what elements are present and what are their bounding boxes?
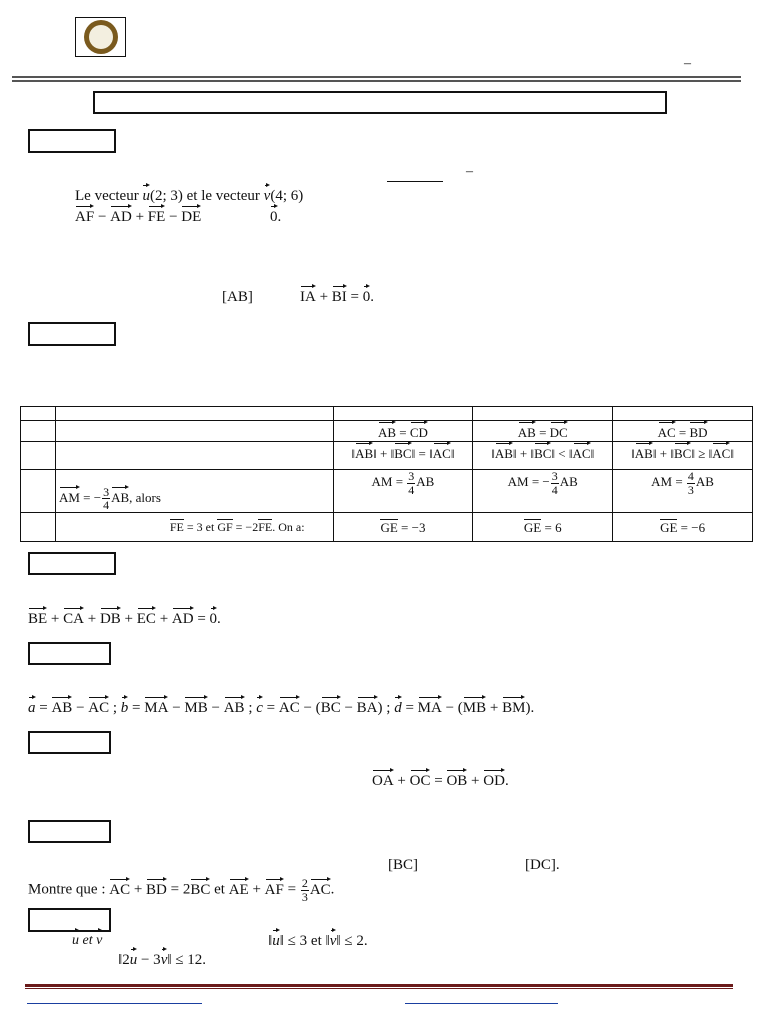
- answer-c[interactable]: ‖AB‖ + ‖BC‖ ≥ ‖AC‖: [613, 442, 753, 470]
- question-cell: [55, 407, 333, 421]
- ex7-condition: ‖u‖ ≤ 3 et ‖v‖ ≤ 2.: [268, 929, 368, 950]
- answer-b[interactable]: [473, 407, 613, 421]
- underline: [387, 181, 443, 182]
- answer-b[interactable]: AM = − $\frac{3}{4}$ AB: [473, 470, 613, 513]
- answer-b[interactable]: ‖AB‖ + ‖BC‖ < ‖AC‖: [473, 442, 613, 470]
- question-cell: AM = − $\frac{3}{4}$ AB, alors: [55, 470, 333, 513]
- ex6-statement: Montre que : AC + BD = 2BC et AE + AF = $\frac{2}{3}$ AC.: [28, 876, 335, 904]
- question-cell: FE = 3 et GF = −2FE. On a:: [55, 513, 333, 542]
- qcm-table: [20, 406, 753, 542]
- footer-link-left[interactable]: [27, 1003, 202, 1004]
- answer-c[interactable]: AC = BD: [613, 421, 753, 442]
- ex1-line2: AF − AD + FE − DE: [75, 205, 201, 226]
- table-row: [21, 513, 753, 542]
- answer-a[interactable]: ‖AB‖ + ‖BC‖ = ‖AC‖: [333, 442, 473, 470]
- ex6-segment-bc: [BC]: [388, 857, 418, 873]
- footer-divider-2: [25, 988, 733, 989]
- footer-link-right[interactable]: [405, 1003, 558, 1004]
- exercise-5-label-box: [28, 731, 111, 754]
- title-box: [93, 91, 667, 114]
- header-divider-2: [12, 80, 741, 82]
- ex1-segment: [AB]: [222, 289, 253, 305]
- ex6-segment-dc: [DC].: [525, 857, 560, 873]
- ex1-line2-end: 0.: [270, 205, 281, 226]
- answer-c[interactable]: GE = −6: [613, 513, 753, 542]
- answer-c[interactable]: [613, 407, 753, 421]
- answer-a[interactable]: [333, 407, 473, 421]
- dash: –: [466, 164, 473, 179]
- exercise-1-label-box: [28, 129, 116, 153]
- table-row: [21, 470, 753, 513]
- answer-c[interactable]: AM = $\frac{4}{3}$ AB: [613, 470, 753, 513]
- footer-divider: [25, 984, 733, 987]
- exercise-3-label-box: [28, 552, 116, 575]
- header-dash: –: [684, 56, 691, 71]
- question-cell: [55, 421, 333, 442]
- school-logo: [75, 17, 126, 57]
- ex4-vectors: a = AB − AC ; b = MA − MB − AB ; c = AC − (BC − BA) ; d = MA − (MB + BM).: [28, 696, 534, 717]
- answer-b[interactable]: AB = DC: [473, 421, 613, 442]
- exercise-2-label-box: [28, 322, 116, 346]
- header-divider: [12, 76, 741, 78]
- question-cell: [55, 442, 333, 470]
- ex1-line1: Le vecteur u(2; 3) et le vecteur v(4; 6): [75, 184, 303, 205]
- ex7-goal: ‖2u − 3v‖ ≤ 12.: [118, 948, 206, 969]
- answer-a[interactable]: AB = CD: [333, 421, 473, 442]
- answer-a[interactable]: AM = $\frac{3}{4}$ AB: [333, 470, 473, 513]
- ex3-equation: BE + CA + DB + EC + AD = 0.: [28, 607, 221, 628]
- exercise-4-label-box: [28, 642, 111, 665]
- exercise-6-label-box: [28, 820, 111, 843]
- ex1-line3: IA + BI = 0.: [300, 285, 374, 306]
- answer-b[interactable]: GE = 6: [473, 513, 613, 542]
- table-row: [21, 407, 753, 421]
- answer-a[interactable]: GE = −3: [333, 513, 473, 542]
- ex7-vectors: u et v: [72, 929, 102, 949]
- table-row: [21, 421, 753, 442]
- table-row: [21, 442, 753, 470]
- ex5-equation: OA + OC = OB + OD.: [372, 769, 509, 790]
